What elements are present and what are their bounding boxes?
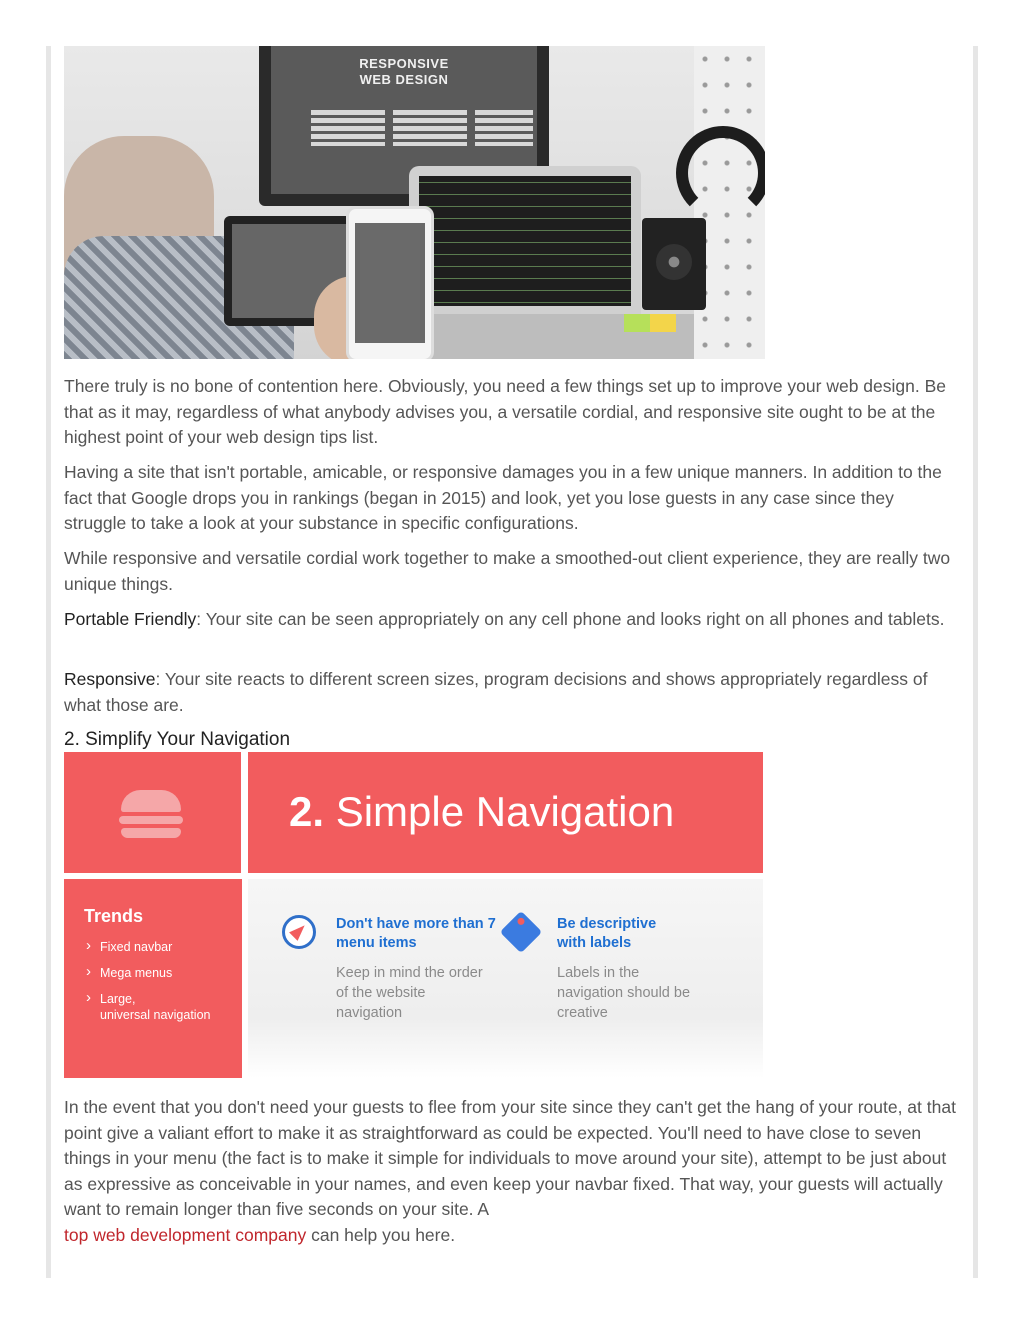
trend-item: › Fixed navbar [86,939,240,955]
section-heading: 2. Simplify Your Navigation [64,729,291,750]
phone-device [346,206,434,359]
tips-panel [248,879,763,1078]
speaker-icon [642,218,706,310]
laptop-code-screen [419,176,631,306]
speaker-cone [656,244,692,280]
right-rail [973,46,978,1278]
headphones-icon [676,126,765,220]
paragraph-damages: Having a site that isn't portable, amicable, or responsive damages you in a few unique manners. In addition to the fact that Google drops you in rankings (began in 2015) and look, yet you lose guests in any case since they struggle to take a look at your substance in specific configurations. [64,462,942,533]
tip-menu-items-heading: Don't have more than 7 menu items [336,916,496,951]
screen-block [475,110,533,146]
trends-panel [64,879,242,1078]
trends-heading: Trends [84,906,144,926]
tip-descriptive-labels-text: Labels in the navigation should be creative [557,965,691,1021]
paragraph-navigation [64,1095,956,1248]
tip-menu-items-text: Keep in mind the order of the website navigation [336,965,483,1021]
trend-item: › Mega menus [86,965,240,981]
simple-navigation-graphic [64,752,763,1078]
hamburger-panel [64,752,241,873]
definition-responsive: : Your site reacts to different screen sizes, program decisions and shows appropriately regardless of what those are. [64,669,928,715]
paragraph-portable-friendly [64,607,956,633]
top-web-development-company-link[interactable]: top web development company [64,1224,307,1245]
paragraph-responsive [64,667,956,718]
graphic-title-text: Simple Navigation [324,788,675,835]
graphic-title-panel [248,752,763,873]
screen-block [311,110,385,146]
laptop-device [409,166,641,316]
trends-list [86,939,240,1033]
compass-icon [282,915,316,949]
navigation-tail: can help you here. [306,1224,456,1245]
term-responsive: Responsive [64,669,156,689]
sticky-note [650,314,676,332]
paragraph-responsive-vs-versatile: While responsive and versatile cordial work together to make a smoothed-out client experience, they are really two unique things. [64,548,951,594]
term-portable-friendly: Portable Friendly [64,609,197,629]
graphic-title [289,786,674,838]
left-rail [46,46,51,1278]
definition-portable-friendly: : Your site can be seen appropriately on any cell phone and looks right on all phones and tablets. [196,609,945,629]
phone-screen [355,223,425,343]
paragraph-intro: There truly is no bone of contention here. Obviously, you need a few things set up to improve your web design. Be that as it may, regardless of what anybody advises you, a versatile cordial, and responsive site ought to be at the highest point of your web design tips list. [64,376,946,447]
tip-descriptive-labels [557,915,737,1023]
screen-block [393,110,467,146]
sticky-note [624,314,650,332]
graphic-title-number: 2. [289,788,325,835]
navigation-body: In the event that you don't need your guests to flee from your site since they can't get the hang of your route, at that point give a valiant effort to make it as straightforward as could be expected. You'll need to have close to seven things in your menu (the fact is to make it simple for individuals to move around your site), attempt to be just about as expressive as conceivable in your names, and even keep your navbar fixed. That way, your guests will actually want to remain longer than five seconds on your site. A [64,1097,956,1219]
monitor-screen-title: RESPONSIVE WEB DESIGN [359,56,449,87]
responsive-design-photo [64,46,765,359]
trend-item: › Large, universal navigation [86,991,240,1023]
tip-menu-items [336,915,516,1023]
tip-descriptive-labels-heading: Be descriptive with labels [557,916,657,951]
